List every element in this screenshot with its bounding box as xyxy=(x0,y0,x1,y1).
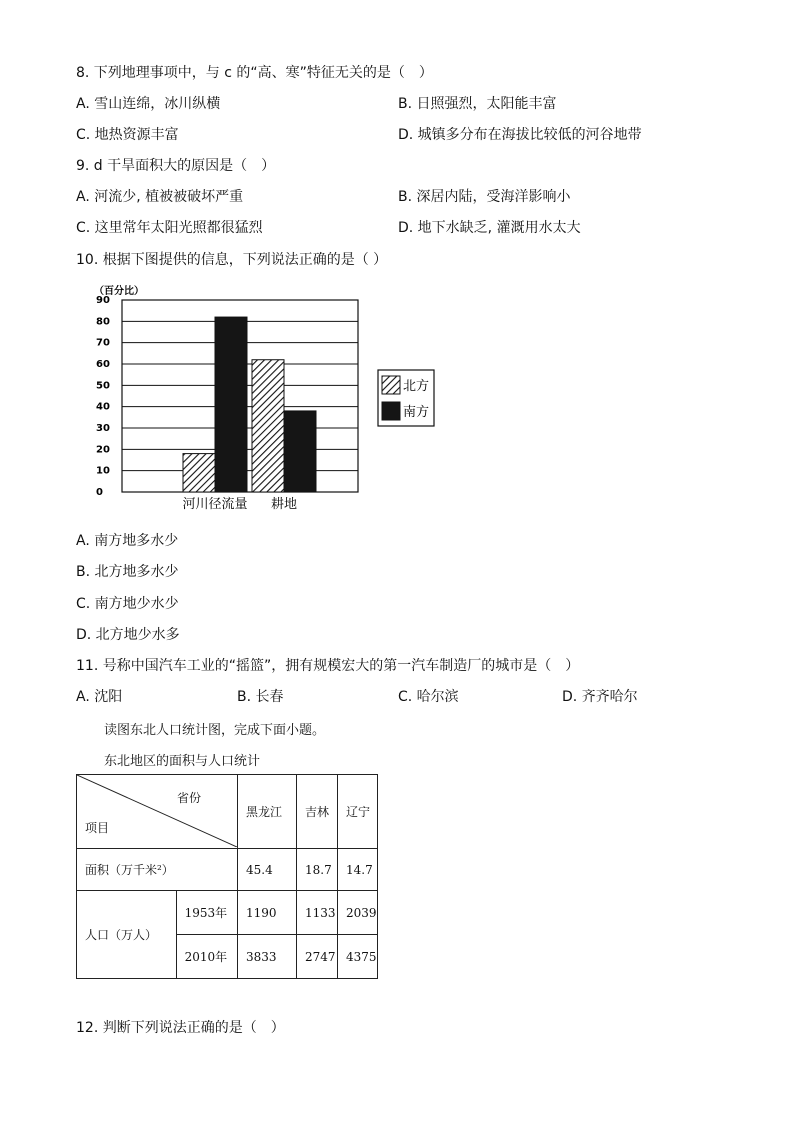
q8-option-b[interactable]: B. 日照强烈，太阳能丰富 xyxy=(398,96,557,112)
q10-option-c[interactable]: C. 南方地少水少 xyxy=(76,596,179,612)
q11-option-d[interactable]: D. 齐齐哈尔 xyxy=(562,689,638,705)
area-jilin: 18.7 xyxy=(297,849,338,891)
q12-stem: 12. 判断下列说法正确的是（ ） xyxy=(76,1020,285,1036)
q10-option-a[interactable]: A. 南方地多水少 xyxy=(76,533,179,549)
legend-swatch-north xyxy=(382,376,400,394)
q8-stem: 8. 下列地理事项中，与 c 的“高、寒”特征无关的是（ ） xyxy=(76,65,433,81)
table-title: 东北地区的面积与人口统计 xyxy=(104,754,261,769)
table-header-diagonal-cell xyxy=(77,775,238,849)
y-tick-label: 20 xyxy=(96,444,110,456)
q9-option-c[interactable]: C. 这里常年太阳光照都很猛烈 xyxy=(76,220,263,236)
q9-option-a[interactable]: A. 河流少, 植被被破坏严重 xyxy=(76,189,244,205)
header-item-label: 项目 xyxy=(85,821,110,835)
bar-south-1 xyxy=(284,411,316,492)
legend-label: 北方 xyxy=(403,379,430,394)
q8-option-d[interactable]: D. 城镇多分布在海拔比较低的河谷地带 xyxy=(398,127,642,143)
q8-option-c[interactable]: C. 地热资源丰富 xyxy=(76,127,179,143)
q8-option-a[interactable]: A. 雪山连绵，冰川纵横 xyxy=(76,96,221,112)
y-tick-label: 50 xyxy=(96,380,110,392)
area-liaoning: 14.7 xyxy=(338,849,378,891)
pop-2010-jilin: 2747 xyxy=(297,935,338,979)
y-tick-label: 90 xyxy=(96,295,110,306)
area-label: 面积（万千米²） xyxy=(77,849,238,891)
bar-south-0 xyxy=(215,317,247,492)
header-province-label: 省份 xyxy=(176,791,201,805)
pop-1953-heilongjiang: 1190 xyxy=(238,891,297,935)
bar-north-1 xyxy=(252,360,284,492)
header-jilin: 吉林 xyxy=(297,775,338,849)
pop-1953-jilin: 1133 xyxy=(297,891,338,935)
population-label: 人口（万人） xyxy=(77,891,177,979)
legend-label: 南方 xyxy=(403,405,430,420)
y-tick-label: 80 xyxy=(96,316,110,328)
legend-swatch-south xyxy=(382,402,400,420)
y-axis-label: （百分比） xyxy=(94,286,144,297)
y-tick-label: 70 xyxy=(96,337,110,349)
diagonal-line xyxy=(77,775,237,847)
q10-option-b[interactable]: B. 北方地多水少 xyxy=(76,564,179,580)
pop-1953-liaoning: 2039 xyxy=(338,891,378,935)
year-1953: 1953年 xyxy=(176,891,237,935)
header-heilongjiang: 黑龙江 xyxy=(238,775,297,849)
bar-chart xyxy=(80,282,440,512)
q11-option-b[interactable]: B. 长春 xyxy=(237,689,284,705)
q9-option-d[interactable]: D. 地下水缺乏, 灌溉用水太大 xyxy=(398,220,581,236)
area-heilongjiang: 45.4 xyxy=(238,849,297,891)
q10-option-d[interactable]: D. 北方地少水多 xyxy=(76,627,180,643)
q11-stem: 11. 号称中国汽车工业的“摇篮”，拥有规模宏大的第一汽车制造厂的城市是（ ） xyxy=(76,658,580,674)
q11-option-c[interactable]: C. 哈尔滨 xyxy=(398,689,459,705)
pop-2010-liaoning: 4375 xyxy=(338,935,378,979)
q10-stem: 10. 根据下图提供的信息，下列说法正确的是（ ） xyxy=(76,252,388,268)
category-label: 河川径流量 xyxy=(182,497,248,512)
q9-option-b[interactable]: B. 深居内陆，受海洋影响小 xyxy=(398,189,571,205)
reading-intro: 读图东北人口统计图，完成下面小题。 xyxy=(104,723,326,738)
bar-north-0 xyxy=(183,454,215,492)
y-tick-label: 60 xyxy=(96,359,110,370)
q9-stem: 9. d 干旱面积大的原因是（ ） xyxy=(76,158,276,174)
pop-2010-heilongjiang: 3833 xyxy=(238,935,297,979)
y-tick-label: 40 xyxy=(96,401,110,413)
year-2010: 2010年 xyxy=(176,935,237,979)
category-label: 耕地 xyxy=(270,497,298,512)
y-tick-label: 10 xyxy=(96,465,110,477)
y-tick-label: 30 xyxy=(96,423,110,434)
y-tick-label: 0 xyxy=(96,487,103,498)
q11-option-a[interactable]: A. 沈阳 xyxy=(76,689,123,705)
header-liaoning: 辽宁 xyxy=(338,775,378,849)
stats-table xyxy=(76,774,378,979)
